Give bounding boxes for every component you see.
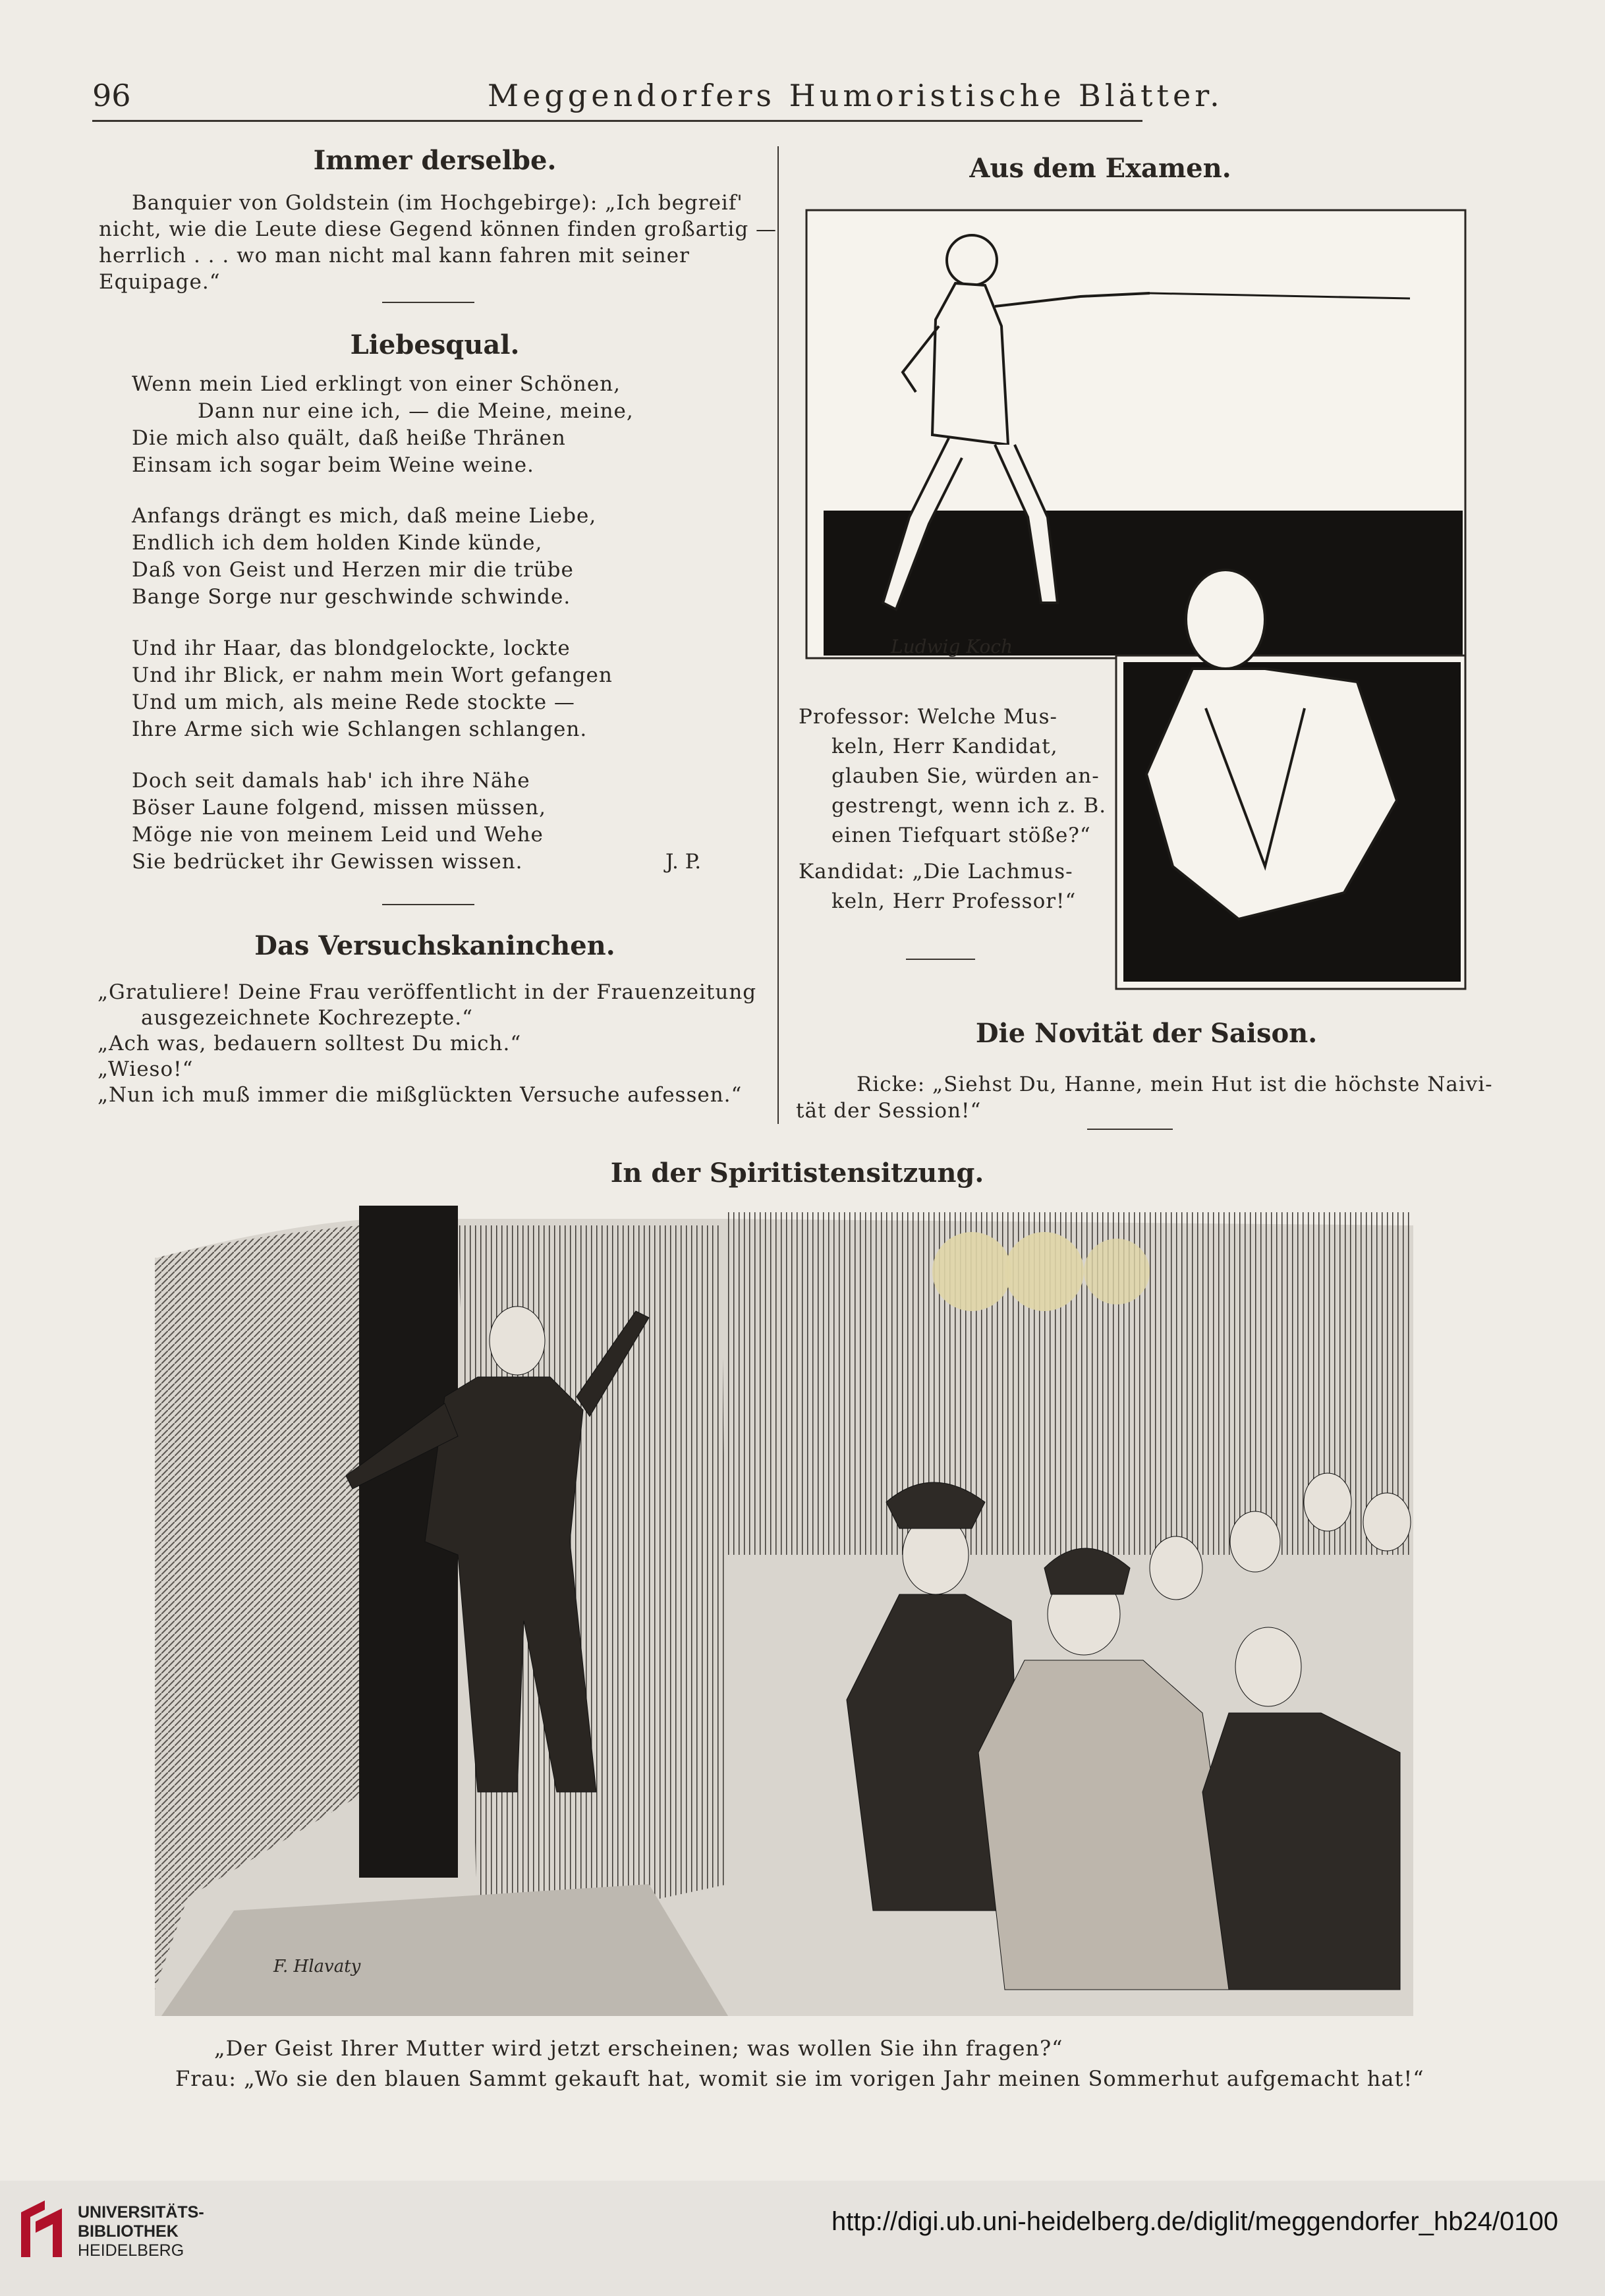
poem-line: Und ihr Haar, das blondgelockte, lockte [132, 636, 571, 660]
spiritist-artist-signature: F. Hlavaty [273, 1957, 361, 1976]
examen-caption-line-4: gestrengt, wenn ich z. B. [831, 794, 1107, 818]
library-name-line-2: BIBLIOTHEK [78, 2222, 179, 2241]
poem-line: Böser Laune folgend, missen müssen, [132, 796, 546, 820]
page-number: 96 [92, 78, 131, 113]
header-rule [92, 120, 1142, 122]
examen-caption-line-7: keln, Herr Professor!“ [831, 889, 1077, 913]
poem-line: Ihre Arme sich wie Schlangen schlangen. [132, 717, 588, 741]
immer-title: Immer derselbe. [313, 145, 557, 176]
novitaet-title: Die Novität der Saison. [975, 1018, 1318, 1049]
immer-line-4: Equipage.“ [99, 270, 221, 294]
poem-line: Dann nur eine ich, — die Meine, meine, [198, 399, 634, 423]
poem-line: Und um mich, als meine Rede stockte — [132, 690, 575, 714]
column-divider [777, 146, 779, 1124]
examen-caption-line-6: Kandidat: „Die Lachmus- [799, 860, 1073, 883]
section-separator [382, 302, 474, 303]
immer-line-3: herrlich . . . wo man nicht mal kann fahren mit seiner [99, 244, 690, 267]
section-separator [382, 904, 474, 905]
examen-caption-line-2: keln, Herr Kandidat, [831, 735, 1058, 758]
versuch-line-5: „Nun ich muß immer die mißglückten Versuche aufessen.“ [98, 1083, 743, 1107]
poem-line: Doch seit damals hab' ich ihre Nähe [132, 769, 530, 793]
examen-caption-line-1: Professor: Welche Mus- [799, 705, 1057, 729]
poem-line: Sie bedrücket ihr Gewissen wissen. [132, 850, 523, 874]
poem-line: Und ihr Blick, er nahm mein Wort gefangen [132, 663, 613, 687]
source-url-link[interactable]: http://digi.ub.uni-heidelberg.de/diglit/meggendorfer_hb24/0100 [831, 2207, 1559, 2236]
examen-title: Aus dem Examen. [969, 153, 1231, 184]
poem-signature: J. P. [665, 850, 702, 874]
novitaet-line-1: Ricke: „Siehst Du, Hanne, mein Hut ist die höchste Naivi- [857, 1073, 1493, 1096]
spiritist-title: In der Spiritistensitzung. [610, 1158, 984, 1189]
spiritist-illustration [148, 1199, 1440, 2019]
library-name-line-1: UNIVERSITÄTS- [78, 2203, 204, 2222]
library-logo-icon [18, 2199, 66, 2258]
liebesqual-title: Liebesqual. [350, 329, 520, 360]
versuch-title: Das Versuchskaninchen. [254, 930, 615, 961]
spiritist-caption-line-2: Frau: „Wo sie den blauen Sammt gekauft hat, womit sie im vorigen Jahr meinen Sommerhut aufgemacht hat!“ [175, 2066, 1424, 2091]
poem-line: Endlich ich dem holden Kinde künde, [132, 531, 543, 555]
examen-caption-line-3: glauben Sie, würden an- [831, 764, 1100, 788]
versuch-line-2: ausgezeichnete Kochrezepte.“ [141, 1006, 473, 1030]
immer-line-2: nicht, wie die Leute diese Gegend können finden großartig — [99, 217, 777, 241]
poem-line: Bange Sorge nur geschwinde schwinde. [132, 585, 571, 609]
section-separator [906, 959, 975, 960]
immer-line-1: Banquier von Goldstein (im Hochgebirge): „Ich begreif' [132, 191, 743, 215]
running-title: Meggendorfers Humoristische Blätter. [488, 78, 1224, 113]
poem-line: Einsam ich sogar beim Weine weine. [132, 453, 534, 477]
poem-line: Wenn mein Lied erklingt von einer Schönen, [132, 372, 621, 396]
examen-caption-line-5: einen Tiefquart stöße?“ [831, 824, 1091, 847]
poem-line: Möge nie von meinem Leid und Wehe [132, 823, 544, 847]
versuch-line-3: „Ach was, bedauern solltest Du mich.“ [98, 1032, 522, 1055]
poem-line: Daß von Geist und Herzen mir die trübe [132, 558, 574, 582]
section-separator [1087, 1129, 1173, 1130]
versuch-line-1: „Gratuliere! Deine Frau veröffentlicht in der Frauenzeitung [98, 980, 757, 1004]
examen-artist-signature: Ludwig Koch [891, 636, 1013, 658]
poem-line: Die mich also quält, daß heiße Thränen [132, 426, 566, 450]
spiritist-caption-line-1: „Der Geist Ihrer Mutter wird jetzt erscheinen; was wollen Sie ihn fragen?“ [214, 2036, 1063, 2061]
library-name-line-3: HEIDELBERG [78, 2241, 184, 2260]
poem-line: Anfangs drängt es mich, daß meine Liebe, [132, 504, 597, 528]
footer-bar [0, 2181, 1605, 2296]
novitaet-line-2: tät der Session!“ [796, 1099, 982, 1123]
versuch-line-4: „Wieso!“ [98, 1057, 194, 1081]
